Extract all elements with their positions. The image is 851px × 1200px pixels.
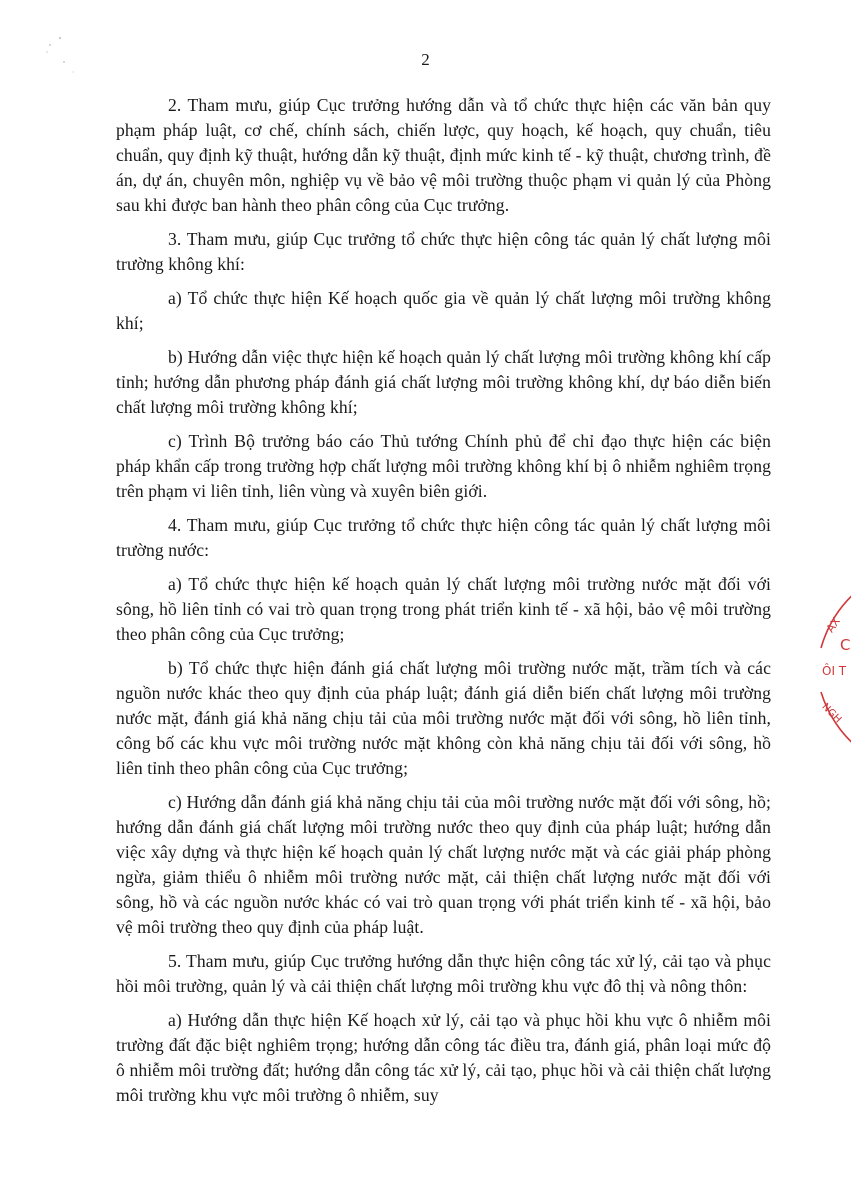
red-seal-stamp-fragment	[818, 588, 851, 758]
seal-stamp-graphic	[818, 588, 851, 758]
paragraph-5a: a) Hướng dẫn thực hiện Kế hoạch xử lý, cải tạo và phục hồi khu vực ô nhiễm môi trường đất đặc biệt nghiêm trọng; hướng dẫn công tác điều tra, đánh giá, phân loại mức độ ô nhiễm môi trường đất; hướng dẫn công tác xử lý, cải tạo, phục hồi và cải thiện chất lượng môi trường khu vực môi trường ô nhiễm, suy	[116, 1010, 771, 1105]
paragraph-3c: c) Trình Bộ trưởng báo cáo Thủ tướng Chính phủ để chỉ đạo thực hiện các biện pháp khẩn cấp trong trường hợp chất lượng môi trường không khí bị ô nhiễm nghiêm trọng trên phạm vi liên tỉnh, liên vùng và xuyên biên giới.	[116, 431, 771, 501]
page-number: 2	[421, 50, 430, 69]
paragraph-2: 2. Tham mưu, giúp Cục trưởng hướng dẫn và tổ chức thực hiện các văn bản quy phạm pháp luật, cơ chế, chính sách, chiến lược, quy hoạch, kế hoạch, quy chuẩn, tiêu chuẩn, quy định kỹ thuật, hướng dẫn kỹ thuật, định mức kinh tế - kỹ thuật, chương trình, đề án, dự án, chuyên môn, nghiệp vụ về bảo vệ môi trường thuộc phạm vi quản lý của Phòng sau khi được ban hành theo phân công của Cục trưởng.	[116, 95, 771, 215]
stamp-text-ngh: NGH	[819, 701, 844, 726]
document-body	[116, 93, 771, 1117]
paragraph-4b: b) Tổ chức thực hiện đánh giá chất lượng môi trường nước mặt, trầm tích và các nguồn nước khác theo quy định của pháp luật; đánh giá diễn biến chất lượng môi trường nước mặt, đánh giá khả năng chịu tải của môi trường nước mặt đối với sông, hồ liên tỉnh, công bố các khu vực môi trường nước mặt không còn khả năng chịu tải đối với sông, hồ liên tỉnh theo phân công của Cục trưởng;	[116, 658, 771, 778]
paragraph-3: 3. Tham mưu, giúp Cục trưởng tổ chức thực hiện công tác quản lý chất lượng môi trường không khí:	[116, 229, 771, 274]
paragraph-3a: a) Tổ chức thực hiện Kế hoạch quốc gia về quản lý chất lượng môi trường không khí;	[116, 288, 771, 333]
stamp-text-oit: ÔI T	[822, 664, 847, 678]
paragraph-3b: b) Hướng dẫn việc thực hiện kế hoạch quản lý chất lượng môi trường không khí cấp tỉnh; hướng dẫn phương pháp đánh giá chất lượng môi trường không khí, dự báo diễn biến chất lượng môi trường không khí;	[116, 347, 771, 417]
paragraph-5: 5. Tham mưu, giúp Cục trưởng hướng dẫn thực hiện công tác xử lý, cải tạo và phục hồi môi trường, quản lý và cải thiện chất lượng môi trường khu vực đô thị và nông thôn:	[116, 951, 771, 996]
stamp-text-ax: AX	[823, 615, 843, 635]
paragraph-4: 4. Tham mưu, giúp Cục trưởng tổ chức thực hiện công tác quản lý chất lượng môi trường nước:	[116, 515, 771, 560]
paragraph-4a: a) Tổ chức thực hiện kế hoạch quản lý chất lượng môi trường nước mặt đối với sông, hồ liên tỉnh có vai trò quan trọng trong phát triển kinh tế - xã hội, bảo vệ môi trường theo phân công của Cục trưởng;	[116, 574, 771, 644]
paragraph-4c: c) Hướng dẫn đánh giá khả năng chịu tải của môi trường nước mặt đối với sông, hồ; hướng dẫn đánh giá chất lượng môi trường nước theo quy định của pháp luật; hướng dẫn việc xây dựng và thực hiện kế hoạch quản lý chất lượng nước mặt và các giải pháp phòng ngừa, giảm thiểu ô nhiễm môi trường nước mặt, cải thiện chất lượng nước mặt đối với sông, hồ và các nguồn nước khác có vai trò quan trọng với phát triển kinh tế - xã hội, bảo vệ môi trường theo quy định của pháp luật.	[116, 792, 771, 937]
stamp-text-c: C	[840, 636, 851, 654]
